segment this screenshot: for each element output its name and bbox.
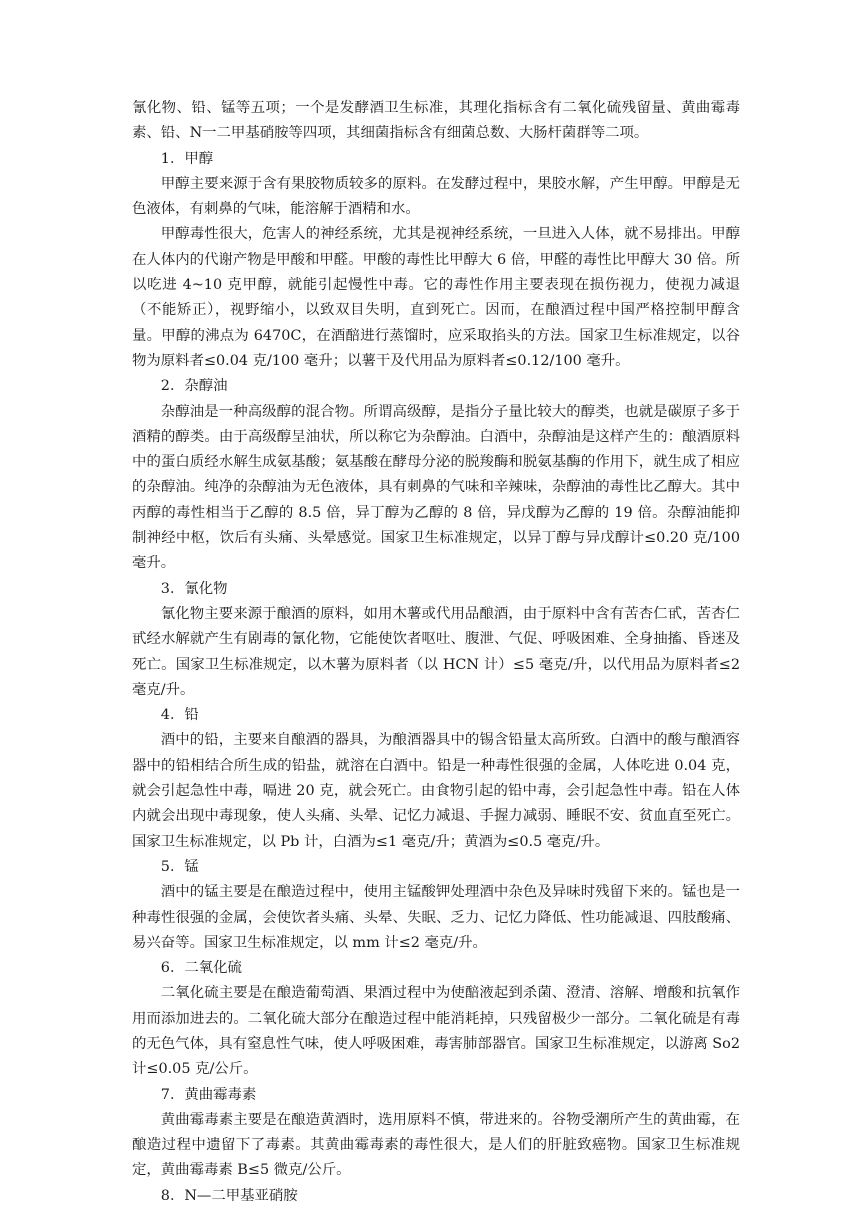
section-heading-aflatoxin: 7．黄曲霉毒素 [160, 1086, 257, 1103]
paragraph-methanol-source: 甲醇主要来源于含有果胶物质较多的原料。在发酵过程中，果胶水解，产生甲醇。甲醇是无色液体，有刺鼻的气味，能溶解于酒精和水。 [132, 175, 740, 218]
section-heading-nitrosamine: 8．N—二甲基亚硝胺 [160, 1187, 298, 1204]
section-heading-cyanide: 3．氰化物 [160, 580, 228, 597]
paragraph-sulfur-dioxide: 二氧化硫主要是在酿造葡萄酒、果酒过程中为使醅液起到杀菌、澄清、溶解、增酸和抗氧作用而添加进去的。二氧化硫大部分在酿造过程中能消耗掉，只残留极少一部分。二氧化硫是有毒的无色气体，具有窒息性气味，使人呼吸困难，毒害肺部器官。国家卫生标准规定，以游离 So2 计≤0.05 克/公斤。 [132, 985, 740, 1078]
document-page [132, 96, 740, 1209]
paragraph-methanol-toxicity: 甲醇毒性很大，危害人的神经系统，尤其是视神经系统，一旦进入人体，就不易排出。甲醇在人体内的代谢产物是甲酸和甲醛。甲酸的毒性比甲醇大 6 倍，甲醛的毒性比甲醇大 30 倍。所以吃进 4~10 克甲醇，就能引起慢性中毒。它的毒性作用主要表现在损伤视力，使视力减退（不能矫正），视野缩小，以致双目失明，直到死亡。因而，在酿酒过程中国严格控制甲醇含量。甲醇的沸点为 6470C，在酒醅进行蒸馏时，应采取掐头的方法。国家卫生标准规定，以谷物为原料者≤0.04 克/100 毫升；以薯干及代用品为原料者≤0.12/100 毫升。 [132, 226, 740, 369]
section-heading-methanol: 1．甲醇 [160, 150, 214, 167]
section-heading-manganese: 5．锰 [160, 858, 199, 875]
paragraph-manganese: 酒中的锰主要是在酿造过程中，使用主锰酸钾处理酒中杂色及异味时残留下来的。锰也是一种毒性很强的金属，会使饮者头痛、头晕、失眠、乏力、记忆力降低、性功能减退、四肢酸痛、易兴奋等。国家卫生标准规定，以 mm 计≤2 毫克/升。 [132, 884, 740, 951]
paragraph-lead: 酒中的铅，主要来自酿酒的器具，为酿酒器具中的锡含铅量太高所致。白酒中的酸与酿酒容器中的铅相结合所生成的铅盐，就溶在白酒中。铅是一种毒性很强的金属，人体吃进 0.04 克，就会引起急性中毒，嗝进 20 克，就会死亡。由食物引起的铅中毒，会引起急性中毒。铅在人体内就会出现中毒现象，使人头痛、头晕、记忆力减退、手握力减弱、睡眠不安、贫血直至死亡。国家卫生标准规定，以 Pb 计，白酒为≤1 毫克/升；黄酒为≤0.5 毫克/升。 [132, 732, 740, 850]
section-heading-fusel-oil: 2．杂醇油 [160, 378, 228, 395]
paragraph-intro: 氰化物、铅、锰等五项；一个是发酵酒卫生标准，其理化指标含有二氧化硫残留量、黄曲霉毒素、铅、N一二甲基硝胺等四项，其细菌指标含有细菌总数、大肠杆菌群等二项。 [132, 100, 740, 142]
paragraph-cyanide: 氰化物主要来源于酿酒的原料，如用木薯或代用品酿酒，由于原料中含有苦杏仁甙，苦杏仁甙经水解就产生有剧毒的氰化物，它能使饮者呕吐、腹泄、气促、呼吸困难、全身抽搐、昏迷及死亡。国家卫生标准规定，以木薯为原料者（以 HCN 计）≤5 毫克/升，以代用品为原料者≤2 毫克/升。 [132, 605, 740, 698]
paragraph-aflatoxin: 黄曲霉毒素主要是在酿造黄酒时，选用原料不慎，带进来的。谷物受潮所产生的黄曲霉，在酿造过程中遗留下了毒素。其黄曲霉毒素的毒性很大，是人们的肝脏致癌物。国家卫生标准规定，黄曲霉毒素 B≤5 微克/公斤。 [132, 1111, 740, 1179]
section-heading-sulfur-dioxide: 6．二氧化硫 [160, 960, 242, 977]
paragraph-fusel-oil: 杂醇油是一种高级醇的混合物。所谓高级醇，是指分子量比较大的醇类，也就是碳原子多于酒精的醇类。由于高级醇呈油状，所以称它为杂醇油。白酒中，杂醇油是这样产生的：酿酒原料中的蛋白质经水解生成氨基酸；氨基酸在酵母分泌的脱羧酶和脱氨基酶的作用下，就生成了相应的杂醇油。纯净的杂醇油为无色液体，具有刺鼻的气味和辛辣味，杂醇油的毒性比乙醇大。其中丙醇的毒性相当于乙醇的 8.5 倍，异丁醇为乙醇的 8 倍，异戊醇为乙醇的 19 倍。杂醇油能抑制神经中枢，饮后有头痛、头晕感觉。国家卫生标准规定，以异丁醇与异戊醇计≤0.20 克/100 毫升。 [132, 403, 740, 572]
section-heading-lead: 4．铅 [160, 707, 199, 724]
